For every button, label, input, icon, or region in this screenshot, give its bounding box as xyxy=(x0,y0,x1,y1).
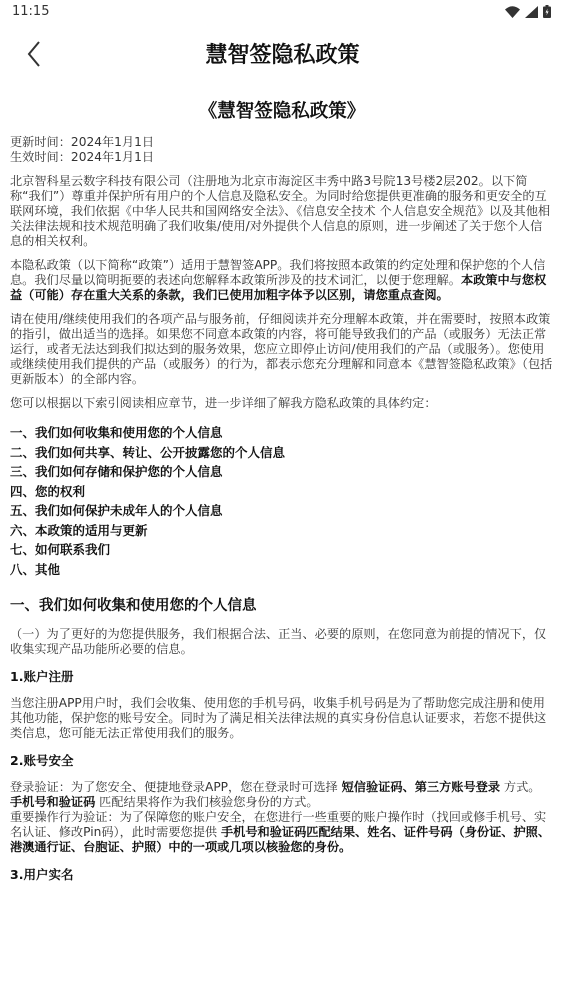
policy-content[interactable] xyxy=(0,101,565,882)
intro-paragraph-3: 请在使用/继续使用我们的各项产品与服务前，仔细阅读并充分理解本政策，并在需要时，按照本政策的指引，做出适当的选择。如果您不同意本政策的内容，将可能导致我们的产品（或服务）无法正常运行，或者无法达到我们拟达到的服务效果，您应立即停止访问/使用我们的产品（或服务）。您使用或继续使用我们提供的产品（或服务）的行为，都表示您充分理解和同意本《慧智签隐私政策》（包括更新版本）的全部内容。 xyxy=(10,312,553,386)
toc-item: 二、我们如何共享、转让、公开披露您的个人信息 xyxy=(10,444,286,460)
intro-paragraph-1: 北京智科星云数字科技有限公司（注册地为北京市海淀区丰秀中路3号院13号楼2层202。以下简称“我们”）尊重并保护所有用户的个人信息及隐私安全。为同时给您提供更准确的服务和更安全的互联网环境，我们依据《中华人民共和国网络安全法》、《信息安全技术 个人信息安全规范》以及其他相关法律法规和技术规范明确了我们收集/使用/对外提供个人信息的原则，进一步阐述了关于您个人信息的相关权利。 xyxy=(10,174,551,248)
effective-date: 生效时间：2024年1月1日 xyxy=(10,150,155,164)
subsection-account-security-title: 2.账号安全 xyxy=(10,753,74,768)
wifi-icon xyxy=(505,6,520,18)
document-title: 《慧智签隐私政策》 xyxy=(198,101,366,122)
login-verification-text xyxy=(10,780,554,810)
status-icons xyxy=(505,5,551,18)
table-of-contents xyxy=(10,423,554,579)
signal-icon xyxy=(525,6,538,18)
section-1-title: 一、我们如何收集和使用您的个人信息 xyxy=(10,598,257,614)
toc-item: 一、我们如何收集和使用您的个人信息 xyxy=(10,425,223,440)
intro-paragraph-4: 您可以根据以下索引阅读相应章节，进一步详细了解我方隐私政策的具体约定： xyxy=(10,396,437,410)
toc-item: 四、您的权利 xyxy=(10,483,86,499)
section-1-intro: （一）为了更好的为您提供服务，我们根据合法、正当、必要的原则，在您同意为前提的情况下，仅收集实现产品功能所必要的信息。 xyxy=(10,627,547,656)
document-dates xyxy=(10,135,554,165)
toc-item: 五、我们如何保护未成年人的个人信息 xyxy=(10,503,223,518)
subsection-account-register-text: 当您注册APP用户时，我们会收集、使用您的手机号码，收集手机号码是为了帮助您完成注册和使用其他功能，保护您的账号安全。同时为了满足相关法律法规的真实身份信息认证要求，若您不提供这类信息，您可能无法正常使用我们的服务。 xyxy=(10,696,547,740)
important-operation-text xyxy=(10,810,554,855)
page-title: 慧智签隐私政策 xyxy=(205,43,360,68)
important-operation-bold: 手机号和验证码匹配结果、姓名、证件号码（身份证、护照、港澳通行证、台胞证、护照）中的一项或几项以核验您的身份。 xyxy=(10,825,551,854)
status-bar xyxy=(0,0,565,26)
login-verification-part: 登录验证：为了您安全、便捷地登录APP，您在登录时可选择 xyxy=(10,780,342,794)
toc-item: 七、如何联系我们 xyxy=(10,542,111,557)
status-time: 11:15 xyxy=(12,4,50,19)
nav-bar xyxy=(0,26,565,82)
login-verification-part: 方式。 xyxy=(500,780,541,794)
battery-icon xyxy=(543,5,551,18)
toc-item: 八、其他 xyxy=(10,561,61,577)
subsection-account-register-title: 1.账户注册 xyxy=(10,669,74,684)
toc-item: 三、我们如何存储和保护您的个人信息 xyxy=(10,464,223,479)
login-verification-bold: 手机号和验证码 xyxy=(10,795,96,809)
subsection-real-name-title: 3.用户实名 xyxy=(10,867,74,882)
important-operation-part: 重要操作行为验证：为了保障您的账户安全，在您进行一些重要的账户操作时（找回或修手机号、实名认证、修改Pin码），此时需要您提供 xyxy=(10,810,547,839)
updated-date: 更新时间：2024年1月1日 xyxy=(10,135,155,149)
toc-item: 六、本政策的适用与更新 xyxy=(10,522,148,538)
intro-paragraph-2-text: 本隐私政策（以下简称“政策”）适用于慧智签APP。我们将按照本政策的约定处理和保护您的个人信息。我们尽量以简明扼要的表述向您解释本政策所涉及的技术词汇，以便于您理解。 xyxy=(10,258,546,287)
intro-paragraph-2-bold: 本政策中与您权益（可能）存在重大关系的条款，我们已使用加粗字体予以区别，请您重点查阅。 xyxy=(10,273,547,302)
login-verification-part: 匹配结果将作为我们核验您身份的方式。 xyxy=(95,795,319,809)
intro-paragraph-2 xyxy=(10,258,554,303)
login-verification-bold: 短信验证码、第三方账号登录 xyxy=(341,780,501,794)
